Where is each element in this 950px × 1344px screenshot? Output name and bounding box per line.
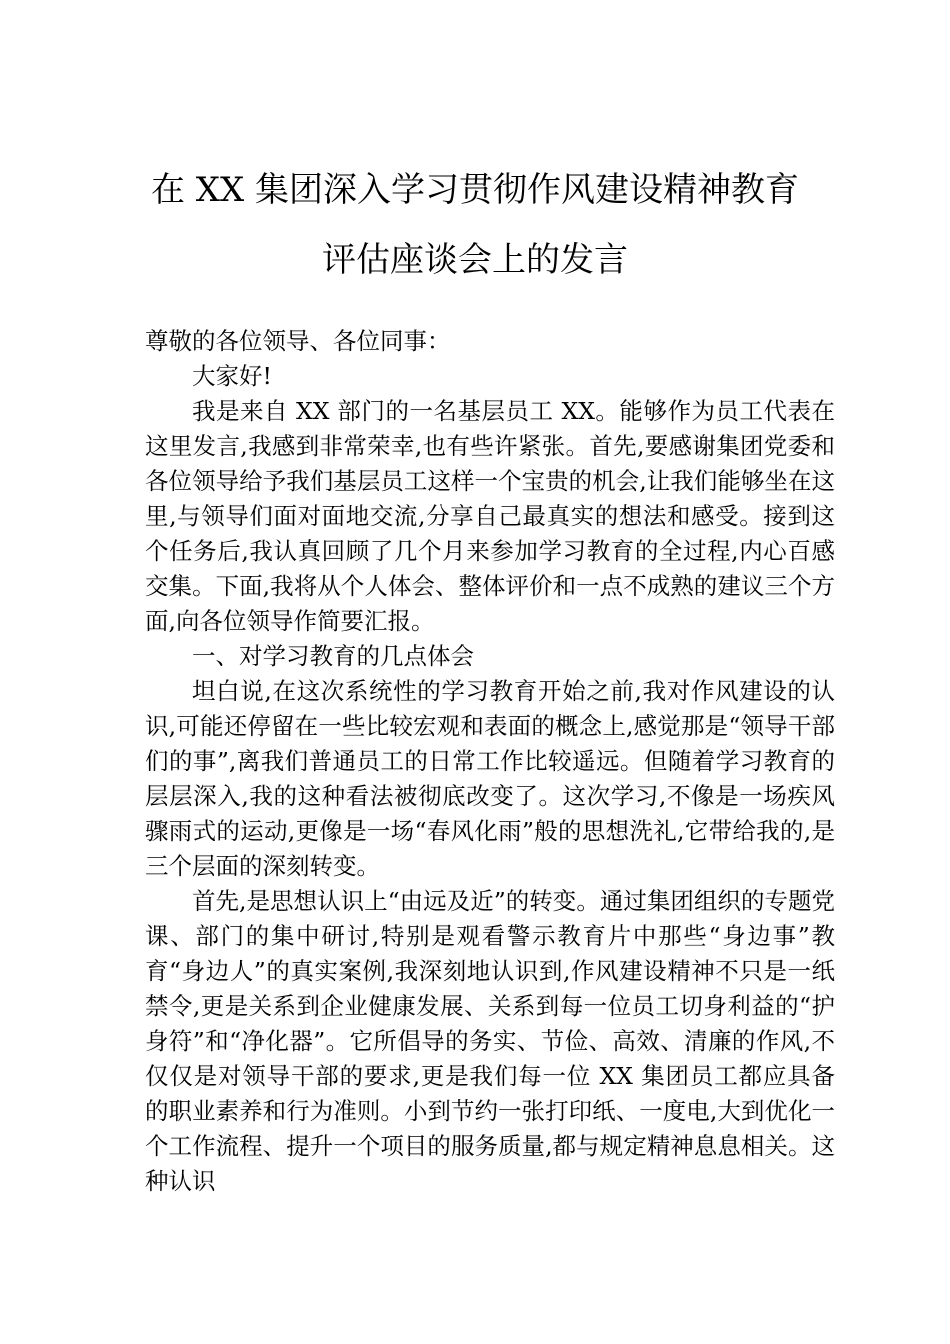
body-paragraph: 首先,是思想认识上“由远及近”的转变。通过集团组织的专题党课、部门的集中研讨,特别是观看警示教育片中那些“身边事”教育“身边人”的真实案例,我深刻地认识到,作风建设精神不只是一纸禁令,更是关系到企业健康发展、关系到每一位员工切身利益的“护身符”和“净化器”。它所倡导的务实、节俭、高效、清廉的作风,不仅仅是对领导干部的要求,更是我们每一位 XX 集团员工都应具备的职业素养和行为准则。小到节约一张打印纸、一度电,大到优化一个工作流程、提升一个项目的服务质量,都与规定精神息息相关。这种认识 xyxy=(145,887,835,1195)
document-title-line-1: 在 XX 集团深入学习贯彻作风建设精神教育 xyxy=(150,170,800,210)
salutation: 尊敬的各位领导、各位同事： xyxy=(145,327,451,355)
greeting-paragraph: 大家好! xyxy=(192,362,272,390)
document-body xyxy=(145,324,835,1199)
document-title-line-2: 评估座谈会上的发言 xyxy=(322,240,628,280)
body-paragraph: 坦白说,在这次系统性的学习教育开始之前,我对作风建设的认识,可能还停留在一些比较宏观和表面的概念上,感觉那是“领导干部们的事”,离我们普通员工的日常工作比较遥远。但随着学习教育的层层深入,我的这种看法被彻底改变了。这次学习,不像是一场疾风骤雨式的运动,更像是一场“春风化雨”般的思想洗礼,它带给我的,是三个层面的深刻转变。 xyxy=(145,677,835,880)
intro-paragraph: 我是来自 XX 部门的一名基层员工 XX。能够作为员工代表在这里发言,我感到非常荣幸,也有些许紧张。首先,要感谢集团党委和各位领导给予我们基层员工这样一个宝贵的机会,让我们能够坐在这里,与领导们面对面地交流,分享自己最真实的想法和感受。接到这个任务后,我认真回顾了几个月来参加学习教育的全过程,内心百感交集。下面,我将从个人体会、整体评价和一点不成熟的建议三个方面,向各位领导作简要汇报。 xyxy=(145,397,835,635)
section-heading: 一、对学习教育的几点体会 xyxy=(192,642,474,670)
